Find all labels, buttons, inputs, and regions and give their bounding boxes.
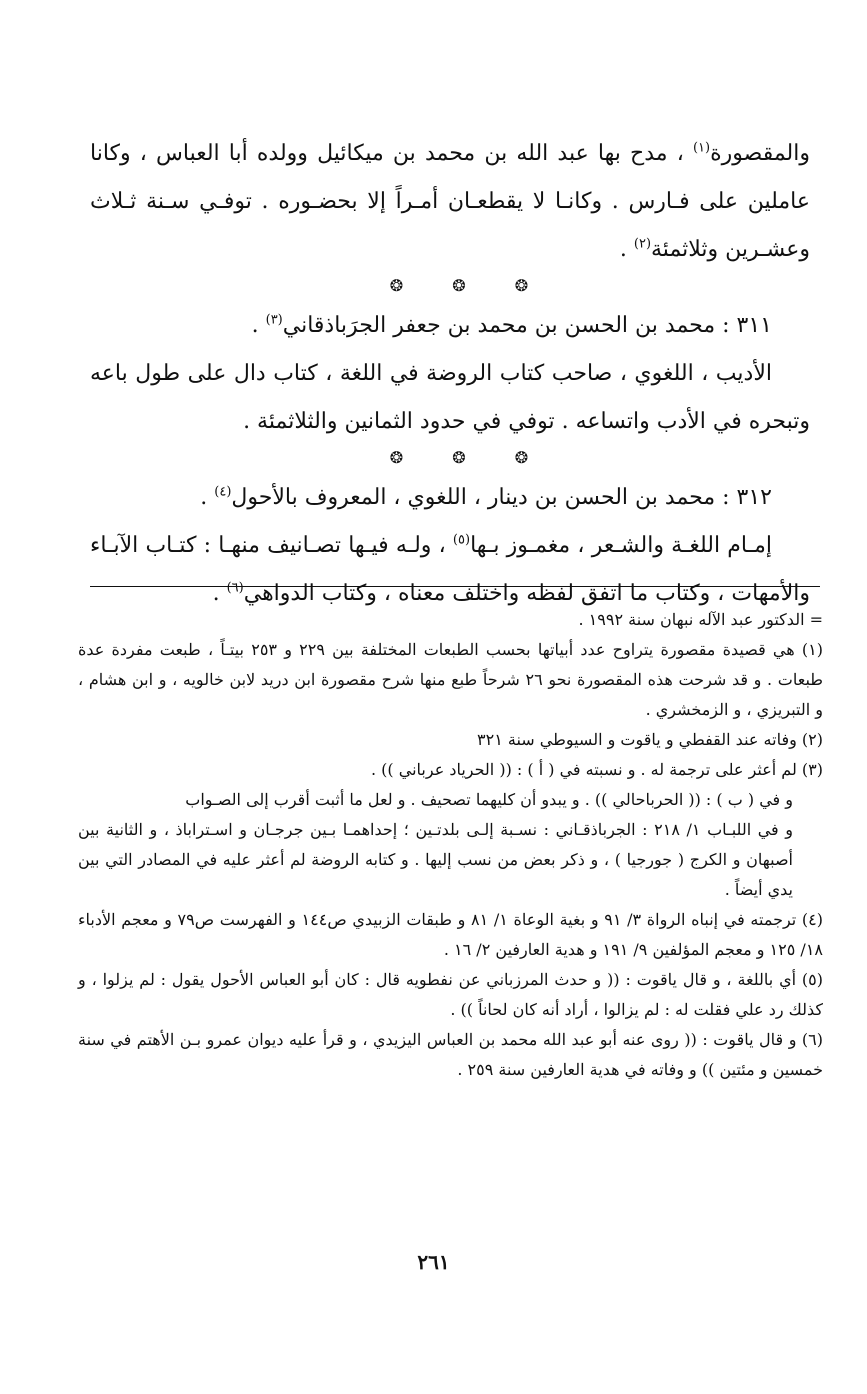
text-run: . — [200, 485, 215, 510]
footnote-1: (١) هي قصيدة مقصورة يتراوح عدد أبياتها بحسب الطبعات المختلفة بين ٢٢٩ و ٢٥٣ بيتـاً ، طبعت مفردة عدة طبعات . و قد شرحت هذه المقصورة نحو ٢٦ شرحاً طبع منها شرح مقصورة ابن دريد لابن خالويه ، و ابن هشام ، و التبريزي ، و الزمخشري . — [78, 640, 824, 719]
paragraph-intro — [90, 130, 810, 274]
text-run: . — [619, 237, 634, 262]
footnote-ref: (٣) — [265, 312, 283, 328]
text-run: . — [212, 581, 227, 606]
entry-312-heading — [90, 474, 810, 522]
page-number: ٢٦١ — [417, 1250, 450, 1274]
entry-title: ٣١٢ : محمد بن الحسن بن دينار ، اللغوي ، المعروف بالأحول — [231, 485, 772, 510]
entry-311-heading — [90, 302, 810, 350]
footnote-3-cont: و في ( ب ) : (( الحرباحالي )) . و يبدو أن كليهما تصحيف . و لعل ما أثبت أقرب إلى الصـواب — [185, 790, 793, 809]
footnote-5: (٥) أي باللغة ، و قال ياقوت : (( و حدث المرزباني عن نفطويه قال : كان أبو العباس الأحول يقول : لم يزلوا ، و كذلك رد علي فقلت له : لم يزالوا ، أراد أنه كان لحاناً )) . — [78, 970, 823, 1019]
footnote-3-cont: و في اللبـاب ١/ ٢١٨ : الجرباذقـاني : نسـبة إلـى بلدتـين ؛ إحداهمـا بـين جرجـان و اسـتراباذ ، و الثانية بين أصبهان و الكرج ( جورجيا ) ، و ذكر بعض من نسب إليها . و كتابه الروضة لم أعثر عليه في المصادر التي بين يدي أيضاً . — [78, 820, 794, 899]
text-run: والمقصورة — [710, 141, 810, 166]
footnotes — [78, 605, 823, 1085]
text-run: إمـام اللغـة والشـعر ، مغمـوز بـها — [470, 533, 772, 558]
footnote-4: (٤) ترجمته في إنباه الرواة ٣/ ٩١ و بغية الوعاة ١/ ٨١ و طبقات الزبيدي ص١٤٤ و الفهرست ص٧٩ و معجم الأدباء ١٨/ ١٢٥ و معجم المؤلفين ٩/ ١٩١ و هدية العارفين ٢/ ١٦ . — [78, 910, 824, 959]
footnote-3: (٣) لم أعثر على ترجمة له . و نسبته في ( أ ) : (( الحرياد عرباني )) . — [371, 760, 823, 779]
footnote-ref: (٤) — [214, 484, 232, 500]
entry-311-body: الأديب ، اللغوي ، صاحب كتاب الروضة في اللغة ، كتاب دال على طول باعه وتبحره في الأدب واتساعه . توفي في حدود الثمانين والثلاثمئة . — [90, 361, 810, 434]
section-separator: ❂ ❂ ❂ — [389, 276, 551, 295]
footnote-6: (٦) و قال ياقوت : (( روى عنه أبو عبد الله محمد بن العباس اليزيدي ، و قرأ عليه ديوان عمرو بـن الأهتم في سنة خمسين و مئتين )) و وفاته في هدية العارفين سنة ٢٥٩ . — [78, 1030, 823, 1079]
footnote-ref: (٥) — [452, 532, 471, 548]
footnote-2: (٢) وفاته عند القفطي و ياقوت و السيوطي سنة ٣٢١ — [477, 730, 823, 749]
text-run: ، مدح بها عبد الله بن محمد بن ميكائيل وولده أبا العباس ، وكانا عاملين على فـارس . وكانـا لا يقطعـان أمـراً إلا بحضـوره . توفـي سـنة ثـلاث وعشـرين وثلاثمئة — [90, 141, 810, 262]
footnote-divider — [90, 586, 820, 587]
section-separator: ❂ ❂ ❂ — [389, 448, 551, 467]
footnote-continuation: = الدكتور عبد الآله نبهان سنة ١٩٩٢ . — [578, 610, 823, 629]
main-text — [90, 130, 810, 618]
text-run: ، ولـه فيـها تصـانيف منهـا : كتـاب الآبـاء والأمهات ، وكتاب ما اتفق لفظه واختلف معناه ، وكتاب الدواهي — [90, 533, 810, 606]
entry-title: ٣١١ : محمد بن الحسن بن محمد بن جعفر الجرَباذقاني — [282, 313, 772, 338]
footnote-ref: (٦) — [226, 580, 244, 596]
footnote-ref: (١) — [692, 140, 711, 156]
entry-312-body — [90, 522, 810, 618]
text-run: . — [251, 313, 266, 338]
footnote-ref: (٢) — [633, 236, 652, 252]
